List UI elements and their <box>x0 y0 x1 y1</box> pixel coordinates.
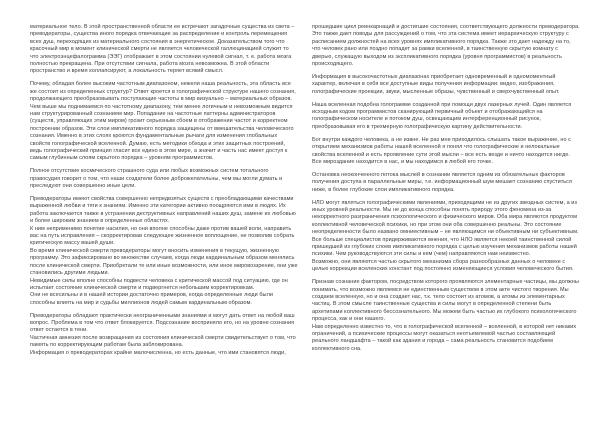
paragraph: Наша вселенная подобна голограмме созданной при помощи двух лазерных лучей. Один является исходным кодом программистов сканирующий первичный объект и отображающийся на голографическом носителе и потоком душ, освещающим интерференционный рисунок, преобразовывая его в трехмерную голографическую картину действительности. <box>312 101 572 130</box>
paragraph: Почему, обладая более высоким частотным диапазоном, нежели наша реальность, эта область все же состоит из определенных структур? Ответ кроется в голографической структуре нашего сознания, продолжающего преобразовывать поступающие частоты в мир визуально – материальных образов. Чем выше мы поднимаемся по частотному диапазону, тем менее логичным и невозможным видится нам структурированный сознанием мир. Попадание на частотные паттерны администраторов (существ, управляющих этим миром) грозит серьезным сбоем в отображении частот и корректном построении образов. Эти слои импликативного порядка защищены от вмешательства человеческого сознания. Именно в этих слоях кроются фундаментальные рычаги для изменения глобальных свойств голографической вселенной. Думаю, есть методики обхода и этих защитных построений, ведь голографический принцип гласит все едино в этом мире, а значит и часть нас имеет доступ к самым глубинным слоям скрытого порядка – уровням программистов. <box>30 81 296 162</box>
paragraph: К ним неприменимо понятие насилия, но они вполне способны даже против вашей воли, направить вас на путь исправления – скорректировав следующее жизненное воплощение, не позволив собрать критическую массу вашей души. <box>30 225 295 247</box>
paragraph: Информация в высокочастотных диапазонах приобретает одновременный и одномоментный характер, включая в себя все доступные виды получения информации: видео, изображения, голографические проекции, звуки, мысленные образы, чувственный и сверхчувственный опыт. <box>312 73 560 95</box>
right-text-column <box>312 24 580 414</box>
paragraph: Невидимые силы вполне способны подвести человека с критической массой под ситуацию, где он испытает состояние клинической смерти и подвергнется небольшим корректировкам. <box>30 277 288 291</box>
paragraph: Бог внутри каждого человека, а не извне. Не раз мне приходилось слышать такое выражение, но с открытием механизмов работы нашей вселенной я понял что голографические и нелокальные свойства вселенной и есть проявление сути этой мысли – все есть везде и ничто находится нигде. Все мироздание находится в нас, и мы находимся в любой его точке. <box>312 136 571 165</box>
paragraph: Возможно, они являются частью скрытого механизма сбора разнообразных данных о человеке с целью коррекции вселенских констант под постоянно изменяющиеся условия человеческого бытия. <box>312 258 574 273</box>
paragraph: Нам определенно известно то, что в голографической вселенной – вселенной, в которой нет никаких ограничений, а психические процессы могут оказаться неотъемлемой частью составляющей реального ландшафта – такой как здания и города – сама реальность становится подобием коллективного сна. <box>312 323 577 352</box>
paragraph: Все больше специалистов придерживаются мнения, что НЛО является некоей таинственной силой пришедшей из глубоких слоев импликативного порядка с целью изучения механизмов работы нашей психики. Чем руководствуются эти силы и кем (чем) направляются нам неизвестно. <box>312 236 577 258</box>
paragraph: НЛО могут являться голографическими явлениями, приходящими не из других звездных систем, а из иных уровней реальности. Мы не до конца способны понять природу этого феномена из-за некорректного разграничения психологического и физического миров. Оба мира являются продуктом коллективной человеческой психики, но при этом они оба совершенно реальны. Это состояние неопределенности было названо омниективным – не являющимся ни объективным ни субъективным. <box>312 199 579 236</box>
paragraph: прошедшие цикл реинкарнаций и достигшие состояния, соответствующего должности преводератора. Это также дает поводы для рассуждений о том, что эта система имеет иерархическую структуру с расписанием должностей на всех уровнях импликативного порядка. Также это дает надежду на то, что человек рано или поздно попадет за рамки вселенной, в таинственную скрытую комнату с дверью, служащую выходом из экспликативного порядка (уровня программистов) в реальность происходящего. <box>312 24 580 68</box>
paragraph: Преводераторы обладают практически неограниченными знаниями и могут дать ответ на любой ваш вопрос. Проблема в том что ответ блокируется. Подсознание восприняло его, но на уровне сознания ответ остается в тени. <box>30 312 295 334</box>
paragraph: Во время клинической смерти преводераторы могут вносить изменения в текущую, жизненную программу. Это зафиксировано во множестве случаев, когда люди кардинальным образом менялись после клинической смерти. Приобретали те или иные возможности, или иное мировоззрение, они уже становились другими людьми. <box>30 247 298 277</box>
paragraph: Преводераторы имеют свойства совершенно непредвзятых существ с преобладающими качествами выраженной любви и тяги к знаниям. Именно эти категории активно поощряются ими в людях. Их работа заключается также в устранении деструктивных направлений наших душ, замене их любовью и более широким знанием в определенных областях. <box>30 196 296 225</box>
paragraph: Признав сознание фактором, посредством которого проявляются элементарные частицы, мы должны понимать, что возможно являемся не единственным существом в этом акте чистого творения. Мы создаем вселенную, но и она создает нас, т.к. тело состоит из атомов, а атомы из элементарных частиц. В этом смысле таинственные существа и силы могут в определенной степени быть архетипами коллективного бессознательного. Мы можем быть частью их глубокого психологического процесса, как и они нашего. <box>312 279 579 323</box>
paragraph: Частичная амнезия после возвращения из состояния клинической смерти свидетельствует о том, что память по корректирующим работам была заблокирована. <box>30 334 296 349</box>
left-text-column <box>30 24 298 414</box>
paragraph: Остановка неоконченного потока мыслей в сознании является одним из обязательных факторов получения доступа в параллельные миры, т.е. информационный шум мешает сознанию спуститься ниже, в более глубокие слои импликативного порядка. <box>312 171 573 193</box>
paragraph: Информация о преводераторах крайне малочисленна, но есть данные, что ими становятся люди, <box>30 349 286 356</box>
paragraph: Полное отсутствие космического страшного суда или любых возможных систем тотального правосудия говорит о том, что наши создатели более доброжелательны, чем мы могли думать и преследуют они совершенно иные цели. <box>30 168 283 190</box>
paragraph: Они не всесильны и в нашей истории достаточно примеров, когда определенные люди были способны влиять на мир и судьбы миллионов людей самым кардинальным образом. <box>30 292 273 306</box>
paragraph: материальное тело. В этой пространственной области ее встречают загадочные существа из света – преводераторы, существа иного порядка отвечающие за распределение и контроль перемещения всех душ, переходящих из материального состояния в энергетическое. Доказательством того что красочный мир в момент клинической смерти не является человеческой галлюцинацией служит то что электроэнцефалограмма (ЭЭГ) отображает в этом состоянии нулевой сигнал, т. е. работа мозга полностью прекращена. При отсутствии сигнала, работа мозга невозможна. В этой области пространство и время коллапсируют, а локальность теряет всякий смысл. <box>30 24 295 75</box>
